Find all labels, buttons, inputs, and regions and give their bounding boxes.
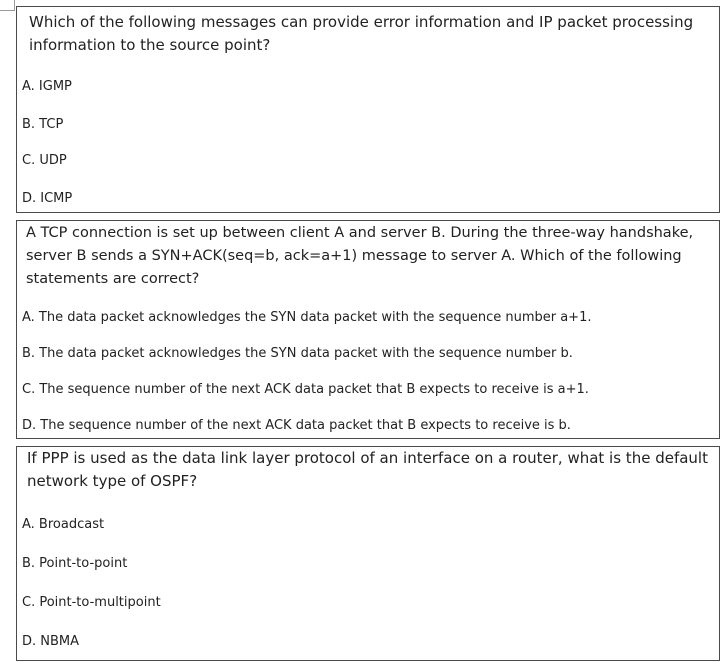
- option-c[interactable]: C. UDP: [16, 152, 718, 170]
- option-d[interactable]: D. NBMA: [16, 633, 718, 651]
- option-d[interactable]: D. The sequence number of the next ACK data packet that B expects to receive is b.: [16, 417, 718, 435]
- option-a[interactable]: A. IGMP: [16, 78, 718, 96]
- option-b[interactable]: B. TCP: [16, 116, 718, 134]
- option-d[interactable]: D. ICMP: [16, 190, 718, 208]
- corner-marker: [0, 0, 15, 11]
- option-c[interactable]: C. The sequence number of the next ACK data packet that B expects to receive is a+1.: [16, 381, 718, 399]
- option-b[interactable]: B. Point-to-point: [16, 555, 718, 573]
- question-text: If PPP is used as the data link layer protocol of an interface on a router, what is the default network type of OSPF?: [27, 449, 708, 490]
- option-c[interactable]: C. Point-to-multipoint: [16, 594, 718, 612]
- option-b[interactable]: B. The data packet acknowledges the SYN data packet with the sequence number b.: [16, 345, 718, 363]
- option-a[interactable]: A. The data packet acknowledges the SYN data packet with the sequence number a+1.: [16, 309, 718, 327]
- option-a[interactable]: A. Broadcast: [16, 516, 718, 534]
- question-text: A TCP connection is set up between client A and server B. During the three-way handshake, server B sends a SYN+ACK(seq=b, ack=a+1) message to server A. Which of the following statements are correct?: [26, 225, 694, 287]
- question-text: Which of the following messages can provide error information and IP packet processing information to the source point?: [29, 13, 694, 54]
